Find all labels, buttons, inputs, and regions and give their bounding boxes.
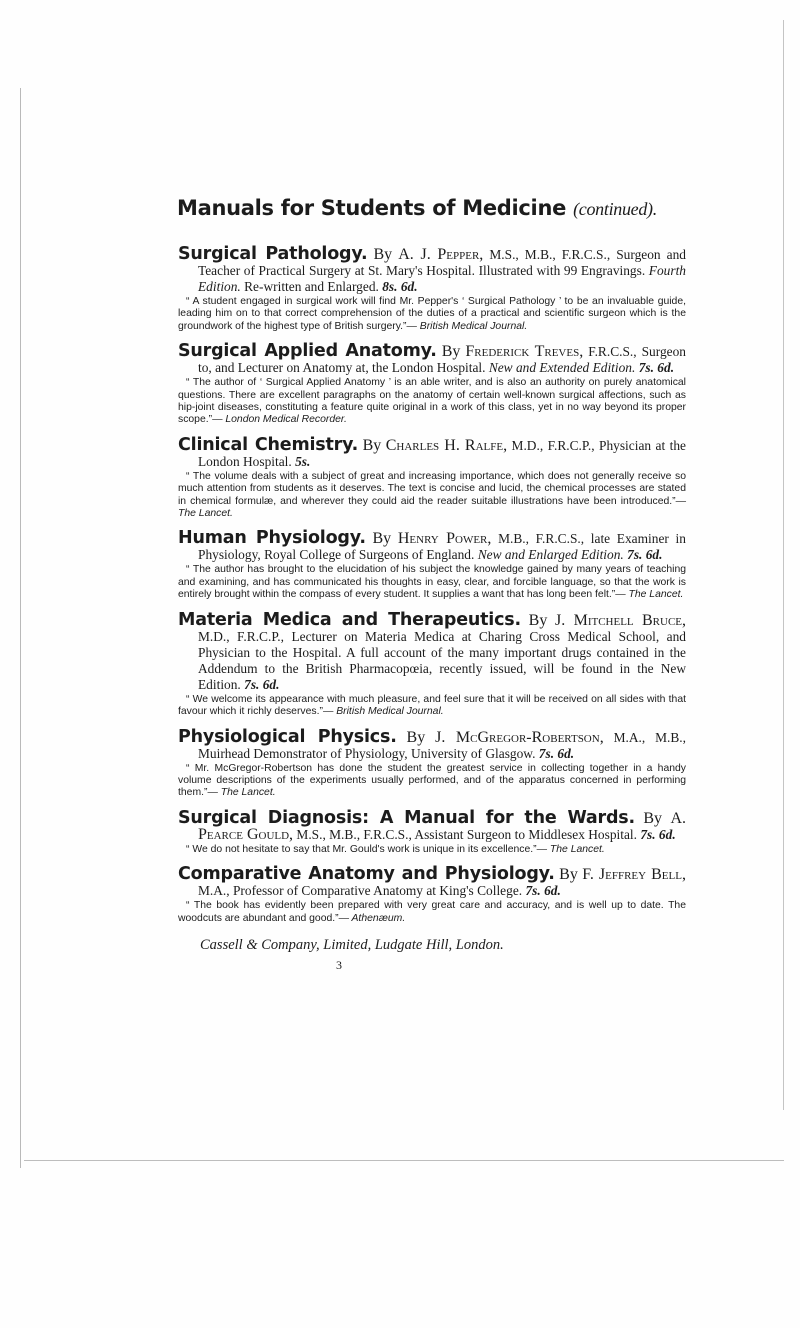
entry-details: M.A., M.B., Muirhead Demonstrator of Physiology, University of Glasgow. xyxy=(198,729,686,761)
entry-by: By xyxy=(528,611,548,629)
book-entry xyxy=(178,609,686,719)
review-text: “ The author has brought to the elucidation of his subject the knowledge gained by many years of teaching and examining, and has communicated his thoughts in easy, clear, and forcible language, so that the work is entirely brought within the compass of every student. It supplies a want that has long been felt.” xyxy=(178,564,686,601)
entry-price: 7s. 6d. xyxy=(244,676,280,692)
review-text: “ Mr. McGregor-Robertson has done the student the greatest service in collecting together in a handy volume descriptions of the experiments usually performed, and of the apparatus concerned in performing them.” xyxy=(178,762,686,799)
review-text: “ We welcome its appearance with much pleasure, and feel sure that it will be received on all sides with that favour which it richly deserves.” xyxy=(178,693,686,718)
review-source: — The Lancet. xyxy=(207,787,276,799)
entry-details: F.R.C.S., Surgeon to, and Lecturer on Anatomy at, the London Hospital. xyxy=(198,344,686,376)
entry-by: By xyxy=(362,436,382,454)
entry-review xyxy=(178,763,686,800)
entry-title: Clinical Chemistry. xyxy=(178,434,359,455)
review-source: — The Lancet. xyxy=(615,589,684,601)
review-source: — British Medical Journal. xyxy=(406,320,528,332)
entry-edition: New and Extended Edition. xyxy=(488,360,636,376)
entry-review xyxy=(178,564,686,601)
entry-title: Surgical Diagnosis: A Manual for the Wards. xyxy=(178,807,635,828)
review-text: “ We do not hesitate to say that Mr. Gould's work is unique in its excellence.” xyxy=(186,843,537,855)
entry-list xyxy=(178,246,686,925)
page-number: 3 xyxy=(336,957,342,972)
review-source: — The Lancet. xyxy=(178,495,686,520)
book-entry xyxy=(178,726,686,800)
entry-title: Surgical Pathology. xyxy=(178,244,368,264)
entry-price: 7s. 6d. xyxy=(638,360,675,376)
entry-heading xyxy=(178,246,686,295)
entry-author: J. Mitchell Bruce, xyxy=(555,611,686,629)
entry-review xyxy=(178,844,686,856)
entry-author: Charles H. Ralfe, xyxy=(385,436,508,454)
entry-author: F. Jeffrey Bell, xyxy=(582,866,686,884)
review-text: “ The book has evidently been prepared with very great care and accuracy, and is well up to date. The woodcuts are abundant and good.” xyxy=(178,900,686,924)
entry-price: 5s. xyxy=(295,453,311,469)
entry-author: Frederick Treves, xyxy=(465,343,584,361)
publisher-imprint: Cassell & Company, Limited, Ludgate Hill, London. xyxy=(200,936,504,953)
book-entry xyxy=(178,246,686,333)
entry-heading xyxy=(178,807,687,843)
review-source: — British Medical Journal. xyxy=(322,706,444,718)
entry-title: Comparative Anatomy and Physiology. xyxy=(178,864,555,885)
entry-author: A. J. Pepper, xyxy=(398,246,484,263)
entry-heading xyxy=(178,609,686,693)
book-entry xyxy=(178,434,686,521)
entry-author: Henry Power, xyxy=(397,530,492,548)
entry-details: M.S., M.B., F.R.C.S., Surgeon and Teacher of Practical Surgery at St. Mary's Hospital. Illustrated with 99 Engravings. xyxy=(198,247,686,278)
entry-title: Materia Medica and Therapeutics. xyxy=(178,609,521,630)
book-entry xyxy=(178,866,686,925)
review-text: “ The volume deals with a subject of great and increasing importance, which does not generally receive so much attention from students as it deserves. The text is concise and lucid, the chemical processes are stated in chemical formulæ, and wherever they could aid the reader suitable illustrations have been introduced.” xyxy=(178,470,686,507)
book-entry xyxy=(178,530,686,601)
book-entry xyxy=(178,807,687,856)
entry-heading xyxy=(178,866,686,899)
entry-details: M.D., F.R.C.P., Physician at the London Hospital. xyxy=(198,437,686,469)
review-source: — Athenæum. xyxy=(338,912,406,924)
entry-review xyxy=(178,694,686,719)
entry-heading xyxy=(178,343,686,376)
entry-by: By xyxy=(373,246,393,263)
entry-heading xyxy=(178,434,686,470)
entry-author: A. Pearce Gould, xyxy=(198,809,687,843)
review-text: “ The author of ‘ Surgical Applied Anatomy ’ is an able writer, and is also an authority on purely anatomical questions. There are excellent paragraphs on the anatomy of certain well-known surgical affections, such as hip-joint diseases, constituting a feature quite original in a work of this class, yet in no way beyond its proper scope.” xyxy=(178,377,686,426)
entry-details: M.A., Professor of Comparative Anatomy at King's College. xyxy=(198,883,526,899)
entry-details: M.S., M.B., F.R.C.S., Assistant Surgeon to Middlesex Hospital. xyxy=(293,826,641,842)
entry-title: Physiological Physics. xyxy=(178,726,397,747)
entry-review xyxy=(178,377,686,427)
entry-after-edition: Re-written and Enlarged. xyxy=(240,279,383,294)
page-edge-right xyxy=(783,20,784,1110)
entry-review xyxy=(178,471,686,521)
entry-heading xyxy=(178,530,686,563)
entry-by: By xyxy=(372,530,392,548)
entry-price: 7s. 6d. xyxy=(538,745,575,761)
entry-price: 8s. 6d. xyxy=(382,279,418,294)
page-title-text: Manuals for Students of Medicine xyxy=(177,196,567,220)
review-source: — The Lancet. xyxy=(536,843,605,855)
entry-title: Surgical Applied Anatomy. xyxy=(178,341,437,362)
entry-edition: New and Enlarged Edition. xyxy=(477,547,624,563)
page-title-suffix: (continued). xyxy=(573,199,657,219)
entry-details: M.B., F.R.C.S., late Examiner in Physiology, Royal College of Surgeons of England. xyxy=(198,531,686,563)
entry-by: By xyxy=(643,809,663,827)
entry-review xyxy=(178,296,686,333)
entry-price: 7s. 6d. xyxy=(627,547,663,563)
entry-by: By xyxy=(441,343,461,361)
book-entry xyxy=(178,343,686,427)
entry-review xyxy=(178,900,686,925)
page-title xyxy=(177,196,686,220)
entry-title: Human Physiology. xyxy=(178,528,366,549)
review-source: — London Medical Recorder. xyxy=(212,414,347,426)
entry-edition: Fourth Edition. xyxy=(198,263,686,294)
entry-price: 7s. 6d. xyxy=(525,883,561,899)
page-edge-bottom xyxy=(24,1160,784,1161)
entry-author: J. McGregor-Robertson, xyxy=(435,728,604,746)
review-text: “ A student engaged in surgical work will find Mr. Pepper's ‘ Surgical Pathology ’ to be an invaluable guide, leading him on to that correct comprehension of the duties of a practical and scientific surgeon which is the groundwork of the highest type of British surgery.” xyxy=(178,296,686,332)
entry-by: By xyxy=(406,728,426,746)
entry-by: By xyxy=(559,866,578,884)
entry-price: 7s. 6d. xyxy=(640,826,676,842)
entry-heading xyxy=(178,726,686,762)
page-content xyxy=(178,196,686,973)
entry-details: M.D., F.R.C.P., Lecturer on Materia Medica at Charing Cross Medical School, and Physician to the Hospital. A full account of the many important drugs contained in the Addendum to the British Pharmacopœia, recently issued, will be found in the New Edition. xyxy=(198,628,686,692)
page-edge-left xyxy=(20,88,21,1168)
